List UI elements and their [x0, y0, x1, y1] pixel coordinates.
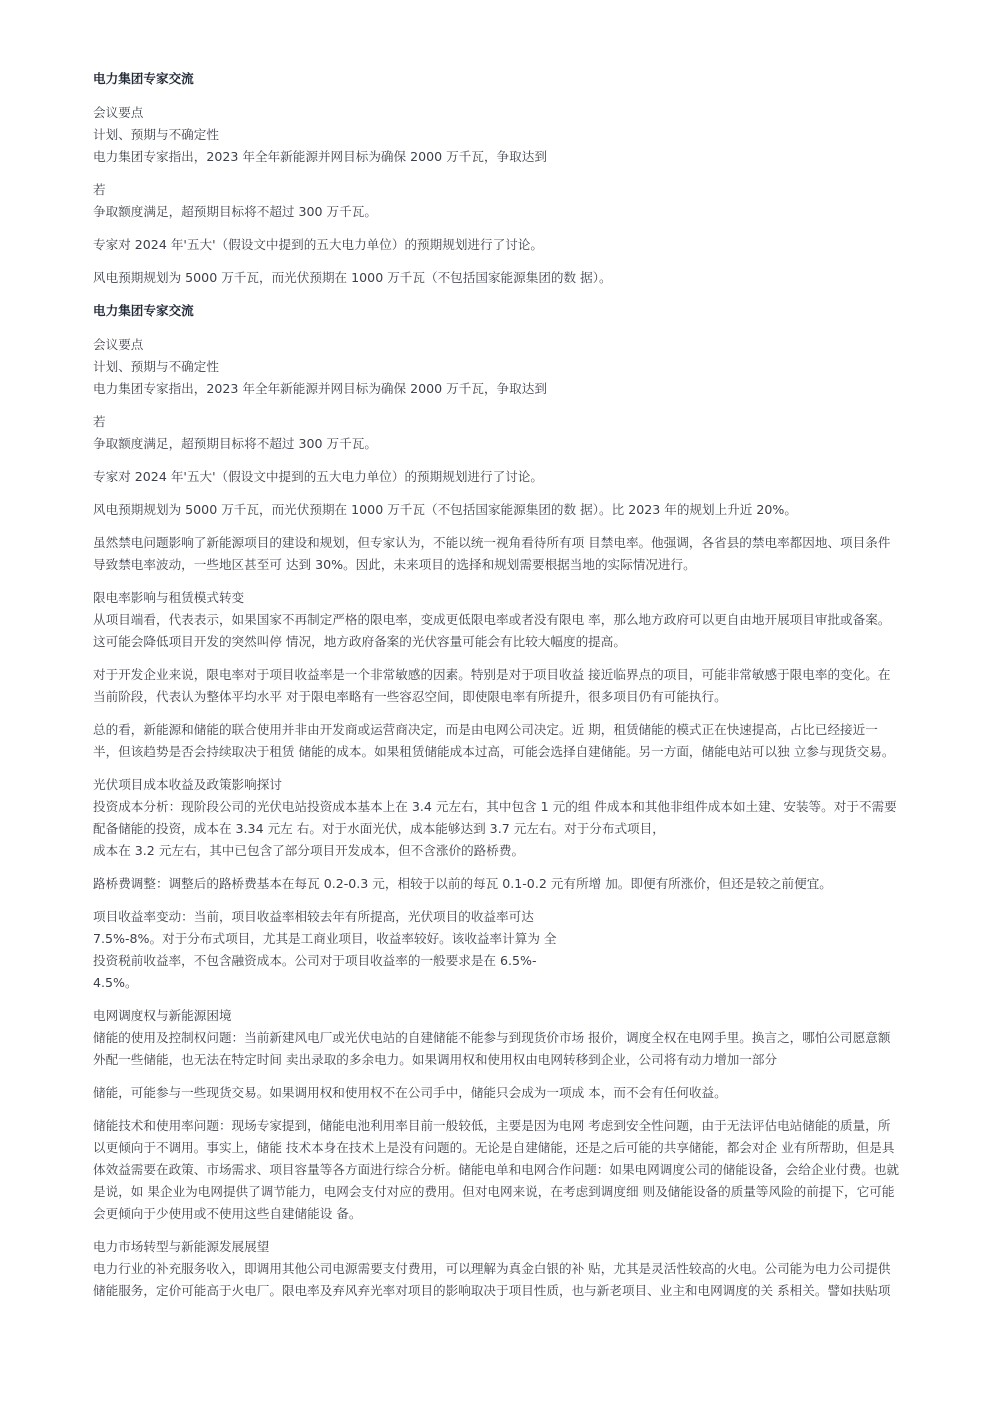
text-line: 会议要点 [93, 105, 144, 120]
text-line: 会更倾向于少使用或不使用这些自建储能设 备。 [93, 1206, 362, 1221]
text-line: 以更倾向于不调用。事实上，储能 技术本身在技术上是没有问题的。无论是自建储能，还是之后可能的共享储能，都会对企 业有所帮助，但是具 [93, 1140, 895, 1155]
text-line: 配备储能的投资，成本在 3.34 元左 右。对于水面光伏，成本能够达到 3.7 元左右。对于分布式项目， [93, 821, 665, 836]
paragraph [93, 1005, 942, 1071]
paragraph [93, 234, 942, 256]
text-line: 光伏项目成本收益及政策影响探讨 [93, 777, 282, 792]
text-line: 电力行业的补充服务收入，即调用其他公司电源需要支付费用，可以理解为真金白银的补 贴，尤其是灵活性较高的火电。公司能为电力公司提供 [93, 1261, 891, 1276]
text-line: 储能技术和使用率问题：现场专家提到，储能电池利用率目前一般较低，主要是因为电网 考虑到安全性问题，由于无法评估电站储能的质量，所 [93, 1118, 891, 1133]
text-line: 外配一些储能，也无法在特定时间 卖出录取的多余电力。如果调用权和使用权由电网转移到企业，公司将有动力增加一部分 [93, 1052, 778, 1067]
text-line: 计划、预期与不确定性 [93, 359, 219, 374]
paragraph [93, 267, 942, 289]
text-line: 若 [93, 414, 106, 429]
text-line: 总的看，新能源和储能的联合使用并非由开发商或运营商决定，而是由电网公司决定。近 期，租赁储能的模式正在快速提高，占比已经接近一 [93, 722, 878, 737]
paragraph [93, 466, 942, 488]
paragraph [93, 532, 942, 576]
text-line: 储能的使用及控制权问题：当前新建风电厂或光伏电站的自建储能不能参与到现货价市场 报价，调度全权在电网手里。换言之，哪怕公司愿意额 [93, 1030, 891, 1045]
text-line: 虽然禁电问题影响了新能源项目的建设和规划，但专家认为，不能以统一视角看待所有项 目禁电率。他强调，各省县的禁电率都因地、项目条件 [93, 535, 891, 550]
paragraph [93, 499, 942, 521]
text-line: 投资成本分析：现阶段公司的光伏电站投资成本基本上在 3.4 元左右，其中包含 1 元的组 件成本和其他非组件成本如土建、安装等。对于不需要 [93, 799, 897, 814]
paragraph [93, 873, 942, 895]
text-line: 体效益需要在政策、市场需求、项目容量等各方面进行综合分析。储能电单和电网合作问题：如果电网调度公司的储能设备，会给企业付费。也就 [93, 1162, 899, 1177]
text-line: 对于开发企业来说，限电率对于项目收益率是一个非常敏感的因素。特别是对于项目收益 接近临界点的项目，可能非常敏感于限电率的变化。在 [93, 667, 891, 682]
text-line: 储能，可能参与一些现货交易。如果调用权和使用权不在公司手中，储能只会成为一项成 本，而不会有任何收益。 [93, 1085, 727, 1100]
text-line: 4.5%。 [93, 975, 138, 990]
text-line: 若 [93, 182, 106, 197]
text-line: 电力集团专家指出，2023 年全年新能源并网目标为确保 2000 万千瓦，争取达到 [93, 381, 547, 396]
paragraph [93, 1236, 942, 1302]
paragraph [93, 587, 942, 653]
paragraph [93, 334, 942, 400]
paragraph [93, 411, 942, 455]
paragraph [93, 719, 942, 763]
paragraph [93, 102, 942, 168]
text-line: 风电预期规划为 5000 万千瓦，而光伏预期在 1000 万千瓦（不包括国家能源集团的数 据）。 [93, 270, 612, 285]
document-body [93, 68, 942, 1302]
text-line: 当前阶段，代表认为整体平均水平 对于限电率略有一些容忍空间，即使限电率有所提升，很多项目仍有可能执行。 [93, 689, 727, 704]
text-line: 限电率影响与租赁模式转变 [93, 590, 245, 605]
paragraph [93, 906, 942, 994]
paragraph [93, 1115, 942, 1225]
text-line: 风电预期规划为 5000 万千瓦，而光伏预期在 1000 万千瓦（不包括国家能源集团的数 据）。比 2023 年的规划上升近 20%。 [93, 502, 797, 517]
paragraph [93, 1082, 942, 1104]
text-line: 电力市场转型与新能源发展展望 [93, 1239, 270, 1254]
paragraph [93, 179, 942, 223]
text-line: 争取额度满足，超预期目标将不超过 300 万千瓦。 [93, 204, 377, 219]
text-line: 路桥费调整：调整后的路桥费基本在每瓦 0.2-0.3 元，相较于以前的每瓦 0.1-0.2 元有所增 加。即便有所涨价，但还是较之前便宜。 [93, 876, 832, 891]
text-line: 会议要点 [93, 337, 144, 352]
text-line: 从项目端看，代表表示，如果国家不再制定严格的限电率，变成更低限电率或者没有限电 率，那么地方政府可以更自由地开展项目审批或备案。 [93, 612, 891, 627]
text-line: 这可能会降低项目开发的突然叫停 情况，地方政府备案的光伏容量可能会有比较大幅度的提高。 [93, 634, 626, 649]
text-line: 是说，如 果企业为电网提供了调节能力，电网会支付对应的费用。但对电网来说，在考虑到调度细 则及储能设备的质量等风险的前提下，它可能 [93, 1184, 895, 1199]
text-line: 争取额度满足，超预期目标将不超过 300 万千瓦。 [93, 436, 377, 451]
text-line: 计划、预期与不确定性 [93, 127, 219, 142]
text-line: 7.5%-8%。对于分布式项目，尤其是工商业项目，收益率较好。该收益率计算为 全 [93, 931, 557, 946]
section-heading: 电力集团专家交流 [93, 303, 194, 318]
text-line: 投资税前收益率，不包含融资成本。公司对于项目收益率的一般要求是在 6.5%- [93, 953, 537, 968]
text-line: 成本在 3.2 元左右，其中已包含了部分项目开发成本，但不含涨价的路桥费。 [93, 843, 525, 858]
text-line: 储能服务，定价可能高于火电厂。限电率及弃风弃光率对项目的影响取决于项目性质，也与新老项目、业主和电网调度的关 系相关。譬如扶贴项 [93, 1283, 891, 1298]
section-heading: 电力集团专家交流 [93, 71, 194, 86]
text-line: 电网调度权与新能源困境 [93, 1008, 232, 1023]
text-line: 专家对 2024 年'五大'（假设文中提到的五大电力单位）的预期规划进行了讨论。 [93, 469, 543, 484]
text-line: 电力集团专家指出，2023 年全年新能源并网目标为确保 2000 万千瓦，争取达到 [93, 149, 547, 164]
paragraph [93, 774, 942, 862]
paragraph [93, 664, 942, 708]
text-line: 项目收益率变动：当前，项目收益率相较去年有所提高，光伏项目的收益率可达 [93, 909, 534, 924]
text-line: 导致禁电率波动，一些地区甚至可 达到 30%。因此，未来项目的选择和规划需要根据当地的实际情况进行。 [93, 557, 696, 572]
text-line: 专家对 2024 年'五大'（假设文中提到的五大电力单位）的预期规划进行了讨论。 [93, 237, 543, 252]
text-line: 半，但该趋势是否会持续取决于租赁 储能的成本。如果租赁储能成本过高，可能会选择自建储能。另一方面，储能电站可以独 立参与现货交易。 [93, 744, 895, 759]
